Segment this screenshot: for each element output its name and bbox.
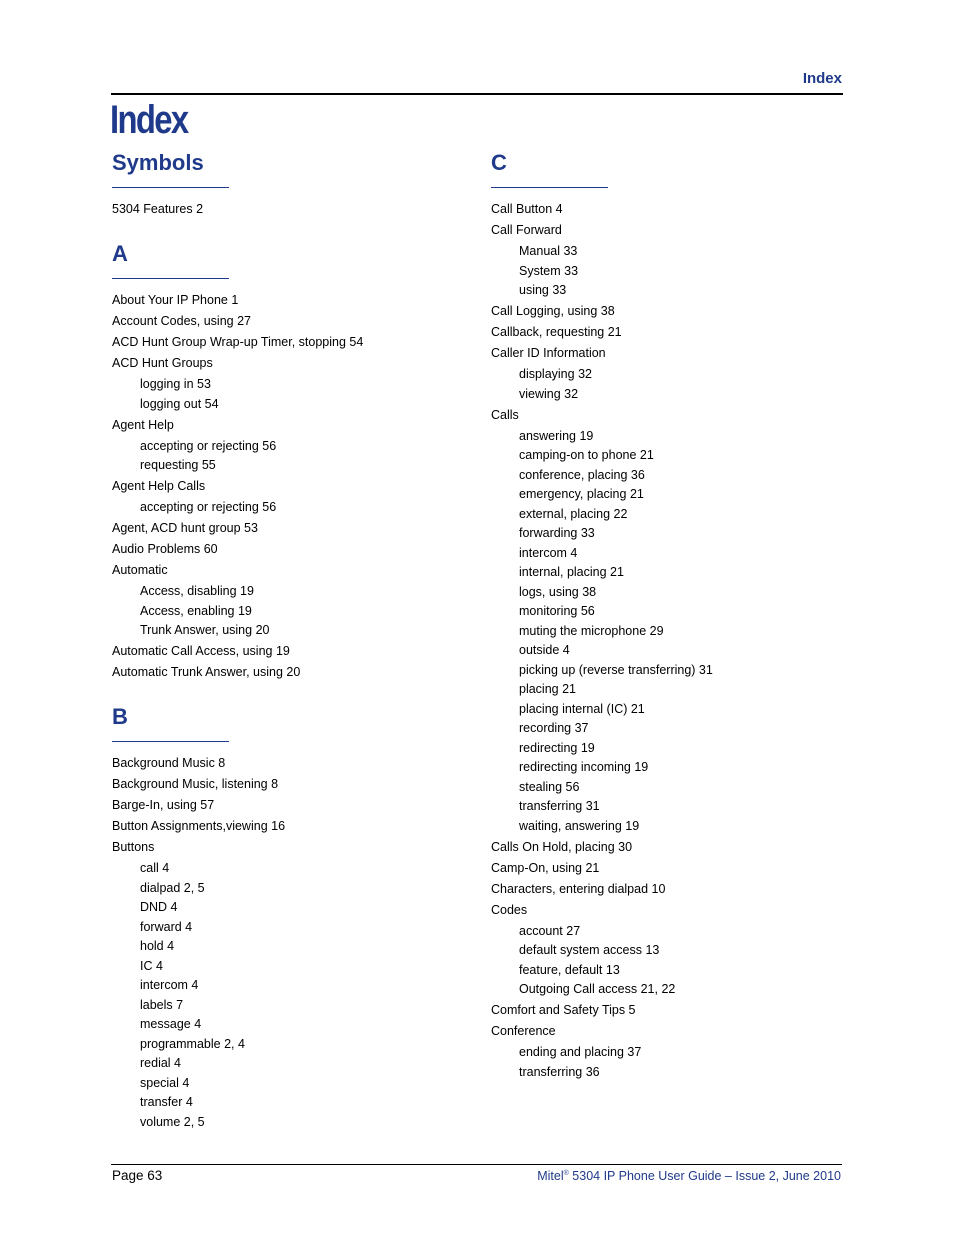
index-entry: Call Forward — [491, 223, 562, 237]
index-subentry: using 33 — [519, 283, 567, 297]
index-subentry: displaying 32 — [519, 367, 592, 381]
index-entry: Caller ID Information — [491, 346, 606, 360]
footer-doc: 5304 IP Phone User Guide – Issue 2, June 2010 — [568, 1169, 841, 1183]
index-subentry: placing 21 — [519, 682, 576, 696]
index-subentry: Trunk Answer, using 20 — [140, 623, 270, 637]
footer-doc-title — [537, 1169, 841, 1183]
running-header: Index — [802, 70, 842, 87]
index-subentry: call 4 — [140, 861, 170, 875]
index-subentry: transferring 36 — [519, 1064, 600, 1079]
registered-mark: ® — [563, 1169, 569, 1177]
index-entry: Codes — [491, 902, 528, 917]
right-column — [491, 150, 851, 1086]
index-entry: Account Codes, using 27 — [112, 314, 251, 328]
section-heading: Symbols — [112, 150, 204, 175]
index-subentry: default system access 13 — [519, 943, 660, 957]
index-subentry: IC 4 — [140, 958, 163, 973]
section-heading: B — [112, 704, 128, 729]
index-entry: Characters, entering dialpad 10 — [491, 881, 666, 896]
index-subentry: viewing 32 — [519, 386, 579, 401]
index-entry: Call Logging, using 38 — [491, 304, 615, 318]
index-subentry: answering 19 — [519, 428, 594, 443]
index-subentry: forward 4 — [140, 919, 193, 934]
index-subentry: monitoring 56 — [519, 604, 595, 618]
index-entry: Agent Help — [112, 417, 174, 432]
index-subentry: accepting or rejecting 56 — [140, 500, 277, 514]
index-entry: Automatic — [112, 563, 168, 577]
index-subentry: intercom 4 — [140, 978, 199, 992]
index-entry: Calls On Hold, placing 30 — [491, 839, 633, 854]
index-entry: 5304 Features 2 — [112, 202, 204, 216]
index-subentry: logging in 53 — [140, 377, 211, 391]
index-subentry: external, placing 22 — [519, 506, 628, 521]
index-subentry: forwarding 33 — [519, 526, 595, 540]
section-heading: A — [112, 241, 128, 266]
index-entry: Camp-On, using 21 — [491, 860, 600, 875]
index-entry: About Your IP Phone 1 — [112, 293, 239, 307]
index-subentry: hold 4 — [140, 939, 175, 953]
section-rule — [491, 187, 608, 188]
section-rule — [112, 278, 229, 279]
section-rule — [112, 187, 229, 188]
section-gap — [112, 223, 472, 241]
index-subentry: ending and placing 37 — [519, 1045, 642, 1059]
index-entry: Calls — [491, 407, 519, 422]
footer-rule — [111, 1164, 842, 1165]
index-subentry: redirecting incoming 19 — [519, 760, 649, 774]
index-subentry: requesting 55 — [140, 458, 216, 472]
index-subentry: volume 2, 5 — [140, 1114, 205, 1129]
index-entry: Buttons — [112, 840, 155, 854]
index-subentry: dialpad 2, 5 — [140, 880, 205, 895]
left-column — [112, 150, 472, 1136]
index-entry: Call Button 4 — [491, 202, 563, 216]
index-subentry: waiting, answering 19 — [519, 818, 640, 833]
index-entry: Callback, requesting 21 — [491, 325, 622, 339]
index-subentry: Access, disabling 19 — [140, 584, 254, 598]
section-gap — [112, 686, 472, 704]
index-subentry: intercom 4 — [519, 545, 578, 560]
index-subentry: logs, using 38 — [519, 584, 597, 599]
index-subentry: logging out 54 — [140, 396, 219, 411]
index-subentry: redirecting 19 — [519, 740, 595, 755]
footer-brand: Mitel — [537, 1169, 564, 1183]
index-subentry: picking up (reverse transferring) 31 — [519, 662, 713, 677]
index-subentry: labels 7 — [140, 997, 184, 1012]
index-entry: Barge-In, using 57 — [112, 798, 215, 812]
index-subentry: System 33 — [519, 263, 579, 278]
index-entry: Background Music 8 — [112, 756, 226, 770]
index-subentry: placing internal (IC) 21 — [519, 701, 645, 716]
index-subentry: Manual 33 — [519, 244, 578, 258]
index-subentry: accepting or rejecting 56 — [140, 438, 277, 453]
index-entry: Audio Problems 60 — [112, 542, 218, 556]
index-subentry: transfer 4 — [140, 1095, 193, 1109]
index-subentry: Access, enabling 19 — [140, 603, 252, 618]
page-title: Index — [110, 98, 188, 142]
index-entry: ACD Hunt Group Wrap-up Timer, stopping 54 — [112, 335, 364, 349]
index-subentry: emergency, placing 21 — [519, 487, 644, 501]
page-number: Page 63 — [112, 1168, 163, 1183]
index-subentry: transferring 31 — [519, 799, 600, 813]
index-subentry: stealing 56 — [519, 779, 580, 794]
index-subentry: DND 4 — [140, 900, 178, 914]
index-subentry: camping-on to phone 21 — [519, 448, 654, 462]
index-entry: Button Assignments,viewing 16 — [112, 819, 286, 833]
index-subentry: internal, placing 21 — [519, 565, 624, 579]
index-subentry: Outgoing Call access 21, 22 — [519, 982, 676, 996]
index-entry: Agent, ACD hunt group 53 — [112, 521, 258, 535]
index-entry: Automatic Call Access, using 19 — [112, 644, 290, 658]
index-subentry: special 4 — [140, 1075, 190, 1090]
index-subentry: account 27 — [519, 923, 581, 938]
index-subentry: outside 4 — [519, 643, 570, 657]
index-subentry: message 4 — [140, 1017, 202, 1031]
index-entry: Comfort and Safety Tips 5 — [491, 1003, 636, 1017]
index-entry: Conference — [491, 1024, 556, 1038]
index-subentry: muting the microphone 29 — [519, 623, 664, 638]
index-subentry: feature, default 13 — [519, 962, 620, 977]
index-subentry: redial 4 — [140, 1056, 181, 1070]
index-subentry: programmable 2, 4 — [140, 1036, 245, 1051]
index-subentry: recording 37 — [519, 721, 589, 735]
index-entry: Automatic Trunk Answer, using 20 — [112, 665, 301, 679]
index-subentry: conference, placing 36 — [519, 467, 645, 482]
section-rule — [112, 741, 229, 742]
index-entry: Agent Help Calls — [112, 479, 206, 493]
section-heading: C — [491, 150, 507, 175]
header-rule — [111, 93, 843, 95]
index-entry: ACD Hunt Groups — [112, 356, 213, 370]
index-entry: Background Music, listening 8 — [112, 777, 279, 791]
